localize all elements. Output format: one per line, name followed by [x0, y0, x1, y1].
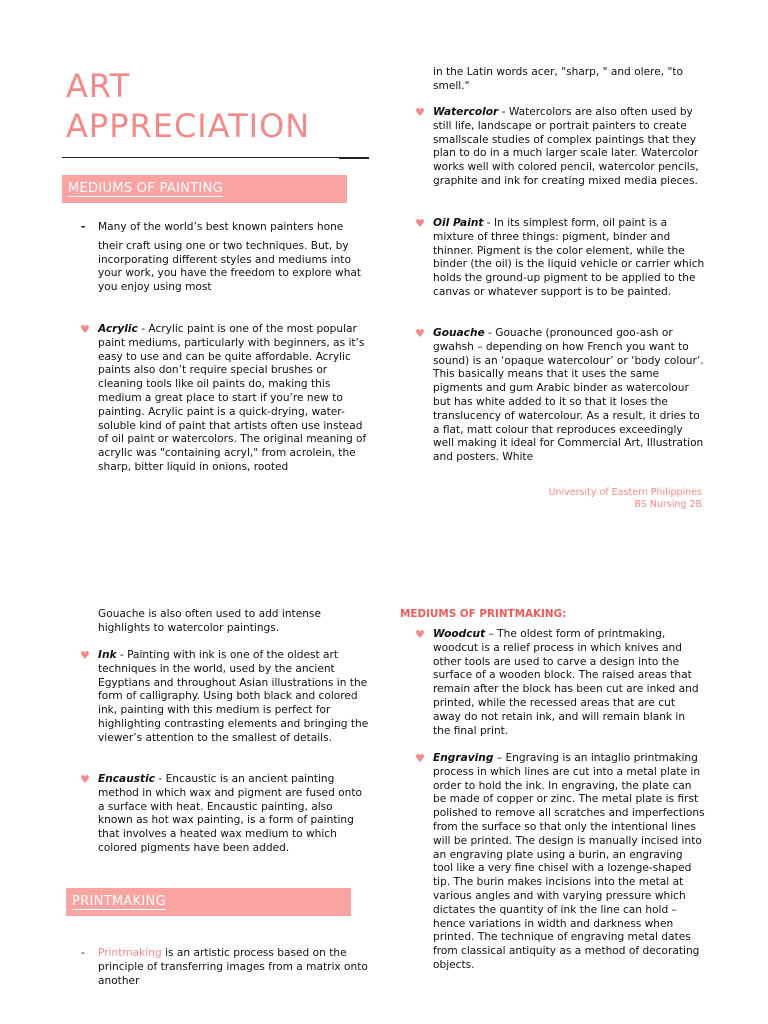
heart-bullet-icon: ♥ [80, 323, 90, 336]
latin-continuation: in the Latin words acer, "sharp, " and olere, "to smell." [433, 66, 683, 92]
section-heading: MEDIUMS OF PAINTING [68, 181, 223, 196]
gouache-paragraph [415, 327, 705, 465]
heart-bullet-icon: ♥ [415, 327, 425, 340]
footer-course: BS Nursing 2B [634, 499, 702, 510]
dash-bullet: - [81, 947, 85, 959]
intro-rest: their craft using one or two techniques. But, by incorporating different styles and mediums into your work, you have the freedom to explore what you enjoy using most [98, 239, 362, 294]
printmaking-definition [81, 947, 370, 988]
heart-bullet-icon: ♥ [415, 106, 425, 119]
encaustic-text: - Encaustic is an ancient painting method in which wax and pigment are fused onto a surface with heat. Encaustic painting, also known as hot wax painting, is a form of painting that involves a heated wax medium to which colored pigments have been added. [98, 773, 362, 854]
engraving-text: – Engraving is an intaglio printmaking process in which lines are cut into a metal plate in order to hold the ink. In engraving, the plate can be made of copper or zinc. The metal plate is first polished to remove all scratches and imperfections from the surface so that only the intentional lines will be printed. The design is manually incised into an engraving plate using a burin, an engraving tool like a very fine chisel with a lozenge-shaped tip. The burin makes incisions into the metal at various angles and with varying pressure which dictates the quantity of ink the line can hold – hence variations in width and darkness when printed. The technique of engraving metal dates from classical antiquity as a method of decorating objects. [433, 752, 705, 971]
heart-bullet-icon: ♥ [80, 773, 90, 786]
watercolor-term: Watercolor [433, 106, 499, 118]
acrylic-text: - Acrylic paint is one of the most popular paint mediums, particularly with beginners, as it’s easy to use and can be quite affordable. Acrylic paints also don’t require special brushes or cleaning tools like oil paints do, making this medium a great place to start if you’re new to painting. Acrylic paint is a quick-drying, water-soluble kind of paint that artists often use instead of oil paint or watercolors. The original meaning of acrylic was "containing acryl," from acrolein, the sharp, bitter liquid in onions, rooted [98, 323, 367, 473]
title-divider [62, 157, 369, 158]
engraving-paragraph [415, 752, 705, 973]
oil-paint-text: - In its simplest form, oil paint is a mixture of three things: pigment, binder and thinner. Pigment is the color element, while the binder (the oil) is the liquid vehicle or carrier which holds the ground-up pigment to be applied to the canvas or whatever support is to be painted. [433, 217, 705, 298]
gouache-text: - Gouache (pronounced goo-ash or gwahsh – depending on how French you want to sound) is an ‘opaque watercolour’ or ‘body colour’. This basically means that it uses the same pigments and gum Arabic binder as watercolour but has white added to it so that it loses the translucency of watercolour. As a result, it dries to a flat, matt colour that reproduces exceedingly well making it ideal for Commercial Art, Illustration and posters. White [433, 327, 704, 464]
gouache-continuation: Gouache is also often used to add intense highlights to watercolor paintings. [98, 608, 321, 634]
encaustic-paragraph [80, 773, 370, 856]
engraving-term: Engraving [433, 752, 494, 764]
intro-line-1: Many of the world’s best known painters hone [98, 221, 344, 233]
oil-paint-paragraph [415, 217, 705, 300]
ink-paragraph [80, 649, 370, 746]
section-heading: PRINTMAKING [72, 894, 166, 909]
acrylic-term: Acrylic [98, 323, 138, 335]
gouache-term: Gouache [433, 327, 485, 339]
woodcut-text: – The oldest form of printmaking, woodcut is a relief process in which knives and other tools are used to carve a design into the surface of a wooden block. The raised areas that remain after the block has been cut are inked and printed, while the recessed areas that are cut away do not retain ink, and will remain blank in the final print. [433, 628, 699, 737]
dash-bullet: - [81, 221, 86, 233]
mediums-of-printmaking-heading: MEDIUMS OF PRINTMAKING: [400, 608, 567, 620]
heart-bullet-icon: ♥ [415, 628, 425, 641]
title-line-2: APPRECIATION [66, 107, 311, 145]
intro-paragraph [81, 221, 370, 295]
ink-term: Ink [98, 649, 117, 661]
heart-bullet-icon: ♥ [415, 217, 425, 230]
title-line-1: ART [66, 67, 131, 105]
section-banner-mediums-of-painting [62, 175, 347, 203]
page-title [66, 66, 366, 146]
title-divider-accent [339, 157, 369, 159]
acrylic-paragraph [80, 323, 370, 475]
woodcut-paragraph [415, 628, 705, 738]
page-footer [549, 487, 702, 511]
printmaking-link[interactable]: Printmaking [98, 947, 162, 959]
section-banner-printmaking [66, 888, 351, 916]
encaustic-term: Encaustic [98, 773, 156, 785]
ink-text: - Painting with ink is one of the oldest art techniques in the world, used by the ancient Egyptians and throughout Asian illustrations in the form of calligraphy. Using both black and colored ink, painting with this medium is perfect for highlighting contrasting elements and bringing the viewer’s attention to the smallest of details. [98, 649, 369, 744]
oil-paint-term: Oil Paint [433, 217, 484, 229]
footer-university: University of Eastern Philippines [548, 487, 702, 498]
heart-bullet-icon: ♥ [415, 752, 425, 765]
printmaking-def-text: is an artistic process based on the principle of transferring images from a matrix onto another [98, 947, 368, 987]
woodcut-term: Woodcut [433, 628, 486, 640]
watercolor-text: - Watercolors are also often used by still life, landscape or portrait painters to create smallscale studies of complex paintings that they plan to do in a much larger scale later. Watercolor works well with colored pencil, watercolor pencils, graphite and ink for creating mixed media pieces. [433, 106, 699, 187]
watercolor-paragraph [415, 106, 705, 189]
heart-bullet-icon: ♥ [80, 649, 90, 662]
